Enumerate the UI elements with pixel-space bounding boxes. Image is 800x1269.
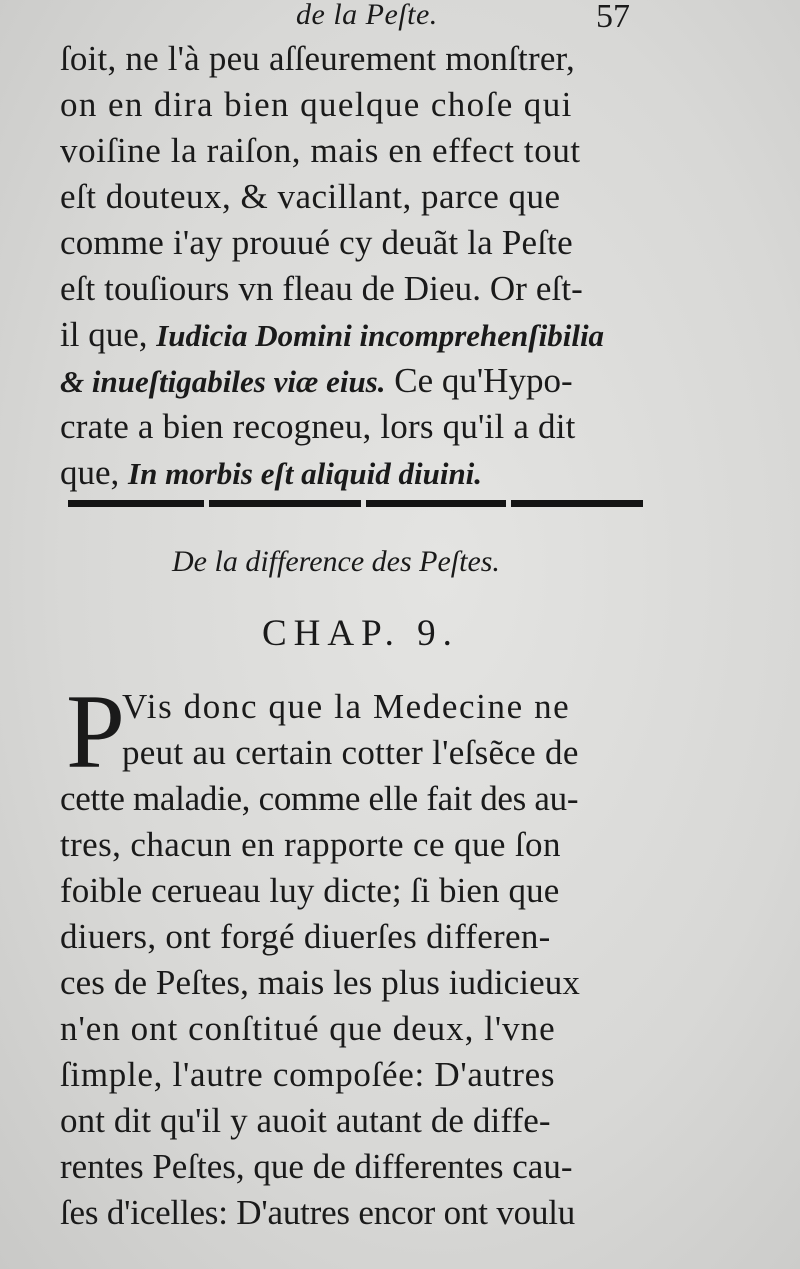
text-line: ſoit, ne l'à peu aſſeurement monſtrer, xyxy=(60,39,575,78)
text-line: n'en ont conſtitué que deux, l'vne xyxy=(60,1009,556,1048)
section-title: De la difference des Peſtes. xyxy=(172,545,500,578)
text-line: cette maladie, comme elle fait des au- xyxy=(60,779,579,818)
latin-quote: Iudicia Domini incomprehenſibilia xyxy=(156,318,605,353)
rule-segment xyxy=(209,500,361,507)
text-line: foible cerueau luy dicte; ſi bien que xyxy=(60,871,560,910)
text-line: peut au certain cotter l'eſsẽce de xyxy=(122,733,579,772)
text-line: crate a bien recogneu, lors qu'il a dit xyxy=(60,407,576,446)
text-line xyxy=(60,360,573,403)
text-line: ſimple, l'autre compoſée: D'autres xyxy=(60,1055,556,1094)
rule-segment xyxy=(68,500,204,507)
text-line: diuers, ont forgé diuerſes differen- xyxy=(60,917,551,956)
text-line: ces de Peſtes, mais les plus iudicieux xyxy=(60,963,580,1002)
text-line: tres, chacun en rapporte ce que ſon xyxy=(60,825,561,864)
text-line: Vis donc que la Medecine ne xyxy=(122,687,571,726)
text-line: on en dira bien quelque choſe qui xyxy=(60,85,573,124)
text-line: rentes Peſtes, que de differentes cau- xyxy=(60,1147,573,1186)
text-run: il que, xyxy=(60,315,157,354)
text-run: que, xyxy=(60,453,129,492)
rule-segment xyxy=(366,500,506,507)
text-line: ſes d'icelles: D'autres encor ont voulu xyxy=(60,1193,576,1232)
latin-quote: & inueſtigabiles viæ eius. xyxy=(60,364,386,399)
chapter-heading: CHAP. 9. xyxy=(262,613,459,654)
text-line: comme i'ay prouué cy deuãt la Peſte xyxy=(60,223,573,262)
text-line: ont dit qu'il y auoit autant de diffe- xyxy=(60,1101,551,1140)
text-run: Ce qu'Hypo- xyxy=(385,361,573,400)
drop-cap: P xyxy=(66,673,125,790)
rule-segment xyxy=(511,500,643,507)
page-number: 57 xyxy=(596,0,630,35)
text-line: eſt touſiours vn fleau de Dieu. Or eſt- xyxy=(60,269,583,308)
text-line: voiſine la raiſon, mais en effect tout xyxy=(60,131,581,170)
text-line: eſt douteux, & vacillant, parce que xyxy=(60,177,561,216)
ornamental-rule xyxy=(68,500,643,510)
running-title: de la Peſte. xyxy=(296,0,438,31)
page-header xyxy=(0,0,800,42)
text-line xyxy=(60,452,482,495)
text-line xyxy=(60,314,604,357)
latin-quote: In morbis eſt aliquid diuini. xyxy=(128,456,483,491)
